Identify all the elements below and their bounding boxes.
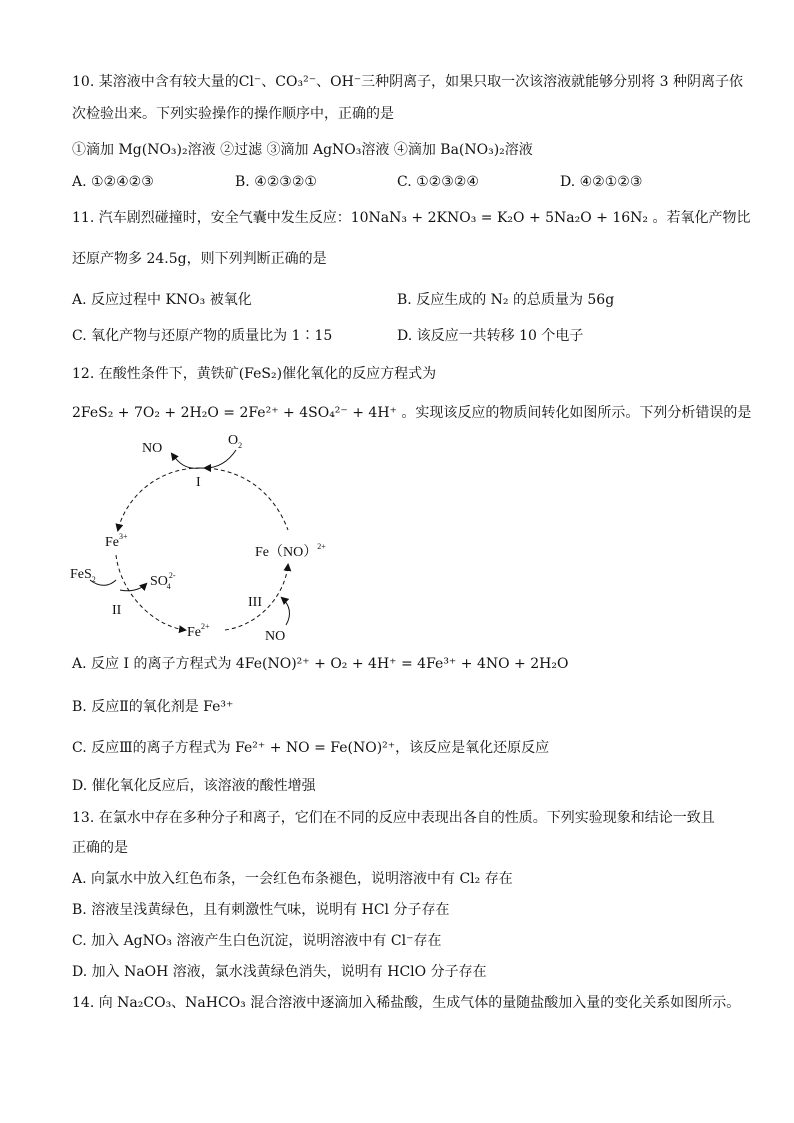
q13-option-b: B. 溶液呈浅黄绿色，且有刺激性气味，说明有 HCl 分子存在 (72, 902, 450, 918)
arrow-to-no-top (172, 454, 200, 468)
label-step-3: III (248, 595, 262, 610)
q14-stem-line1: 14. 向 Na₂CO₃、NaHCO₃ 混合溶液中逐滴加入稀盐酸，生成气体的量随盐酸加入量的变化关系如图所示。 (72, 995, 741, 1011)
cycle-arc-top-left (118, 468, 200, 530)
q10-option-b: B. ④②③②① (235, 174, 317, 190)
arrow-from-o2 (205, 450, 236, 468)
q11-option-a: A. 反应过程中 KNO₃ 被氧化 (72, 292, 252, 308)
q13-stem-line1: 13. 在氯水中存在多种分子和离子，它们在不同的反应中表现出各自的性质。下列实验现象和结论一致且 (72, 810, 715, 826)
reaction-cycle-diagram (60, 430, 360, 650)
q12-option-a: A. 反应 I 的离子方程式为 4Fe(NO)²⁺ + O₂ + 4H⁺ = 4Fe³⁺ + 4NO + 2H₂O (72, 656, 569, 672)
q10-operations: ①滴加 Mg(NO₃)₂溶液 ②过滤 ③滴加 AgNO₃溶液 ④滴加 Ba(NO₃)₂溶液 (72, 142, 533, 158)
q10-stem-line2: 次检验出来。下列实验操作的操作顺序中，正确的是 (72, 106, 394, 122)
q10-stem-line1: 10. 某溶液中含有较大量的Cl⁻、CO₃²⁻、OH⁻三种阴离子，如果只取一次该溶液就能够分别将 3 种阴离子依 (72, 74, 743, 90)
q13-option-c: C. 加入 AgNO₃ 溶液产生白色沉淀，说明溶液中有 Cl⁻存在 (72, 933, 442, 949)
q11-stem-line1: 11. 汽车剧烈碰撞时，安全气囊中发生反应：10NaN₃ + 2KNO₃ = K₂O + 5Na₂O + 16N₂ 。若氧化产物比 (72, 210, 751, 226)
q10-option-a: A. ①②④②③ (72, 174, 154, 190)
q11-option-d: D. 该反应一共转移 10 个电子 (397, 328, 584, 344)
q10-option-c: C. ①②③②④ (397, 174, 479, 190)
q10-option-d: D. ④②①②③ (560, 174, 643, 190)
arrow-from-no-bottom (282, 598, 289, 625)
label-fes2: FeS$_2$ (70, 567, 96, 584)
q12-option-d: D. 催化氧化反应后，该溶液的酸性增强 (72, 778, 316, 794)
cycle-arc-left (116, 555, 185, 630)
q13-option-d: D. 加入 NaOH 溶液，氯水浅黄绿色消失，说明有 HClO 分子存在 (72, 964, 487, 980)
label-o2: $O_2$ (228, 433, 243, 450)
q11-stem-line2: 还原产物多 24.5g，则下列判断正确的是 (72, 251, 327, 267)
label-step-1: I (196, 475, 201, 490)
q13-option-a: A. 向氯水中放入红色布条，一会红色布条褪色，说明溶液中有 Cl₂ 存在 (72, 871, 513, 887)
q11-option-b: B. 反应生成的 N₂ 的总质量为 56g (397, 292, 615, 308)
q12-option-c: C. 反应Ⅲ的离子方程式为 Fe²⁺ + NO = Fe(NO)²⁺，该反应是氧化还原反应 (72, 740, 550, 756)
q11-option-c: C. 氧化产物与还原产物的质量比为 1∶15 (72, 328, 333, 344)
label-fe-no: Fe（NO）$^{2+}$ (255, 542, 326, 560)
label-fe3: $Fe^{3+}$ (105, 532, 128, 550)
q12-option-b: B. 反应Ⅱ的氧化剂是 Fe³⁺ (72, 699, 234, 715)
label-no-top: NO (142, 441, 163, 456)
label-step-2: II (112, 603, 122, 618)
q13-stem-line2: 正确的是 (72, 840, 128, 856)
label-so4: $SO^{2-}4$ (150, 571, 176, 591)
q12-stem-line1: 12. 在酸性条件下，黄铁矿(FeS₂)催化氧化的反应方程式为 (72, 366, 437, 382)
label-fe2: $Fe^{2+}$ (187, 622, 210, 640)
label-no-bottom: NO (265, 629, 286, 644)
cycle-arc-top-right (200, 468, 288, 530)
q12-stem-line2: 2FeS₂ + 7O₂ + 2H₂O = 2Fe²⁺ + 4SO₄²⁻ + 4H⁺ 。实现该反应的物质间转化如图所示。下列分析错误的是 (72, 405, 752, 421)
arrow-to-so4 (120, 584, 146, 591)
